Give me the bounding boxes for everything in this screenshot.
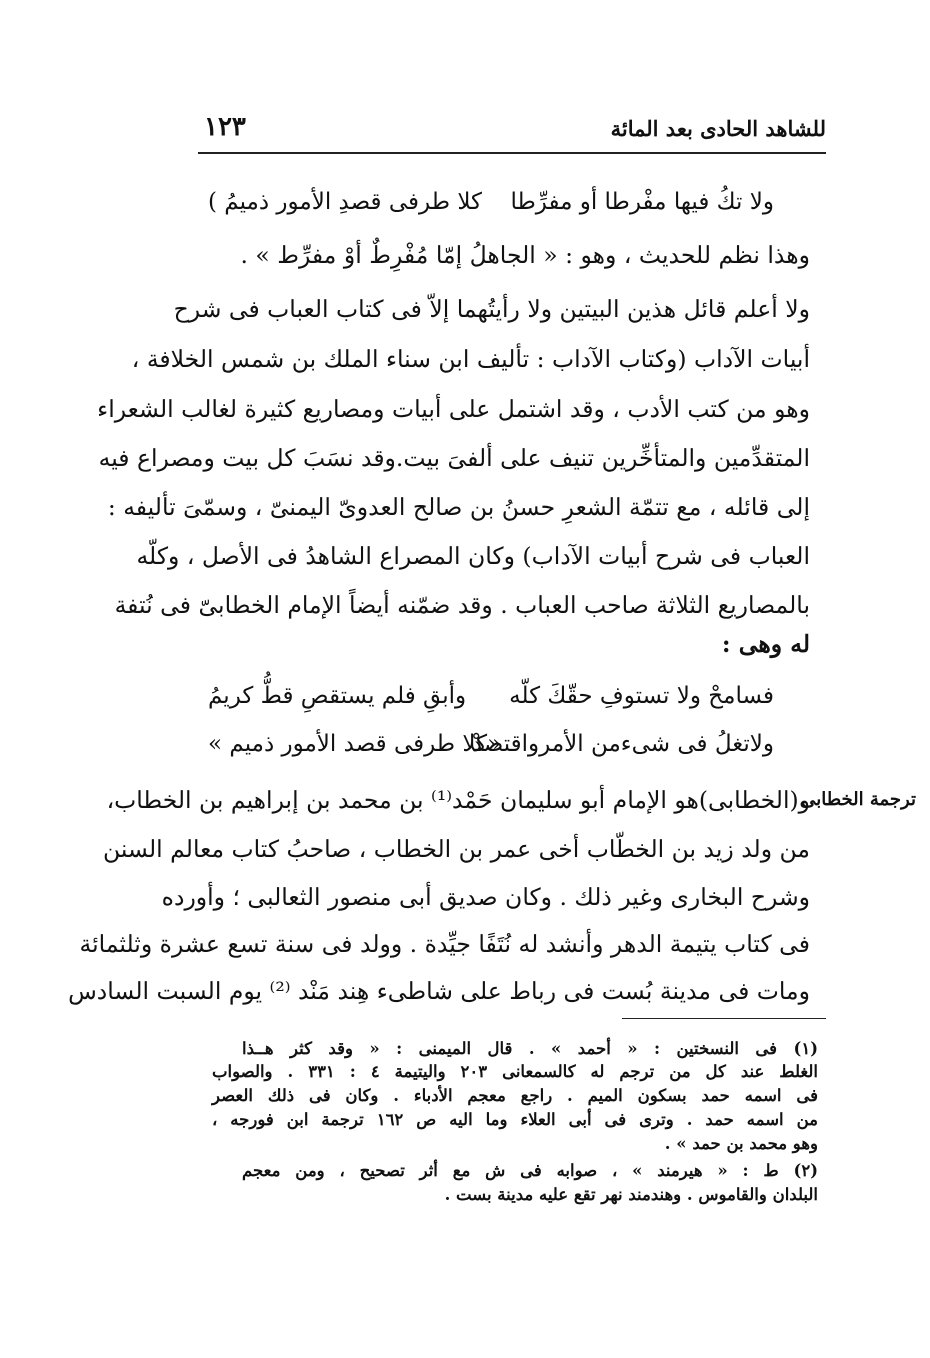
hemistich-first: فسامحْ ولا تستوفِ حقّكَ كلّه [509, 683, 774, 709]
text-line: العباب فى شرح أبيات الآداب) وكان المصراع الشاهدُ فى الأصل ، وكلّه [136, 542, 810, 570]
hemistich-first: ولا تكُ فيها مفْرطا أو مفرِّطا [510, 189, 774, 215]
text-line: وهو من كتب الأدب ، وقد اشتمل على أبيات ومصاريع كثيرة لغالب الشعراء [97, 395, 810, 423]
text-line: من ولد زيد بن الخطّاب أخى عمر بن الخطاب ، صاحبُ كتاب معالم السنن [103, 835, 810, 863]
hemistich-second: كلا طرفى قصدِ الأمور ذميمُ ) [208, 189, 483, 215]
hemistich-second: «كلا طرفى قصد الأمور ذميم » [208, 731, 502, 757]
text-line: إلى قائله ، مع تتمّة الشعرِ حسنُ بن صالح العدوىّ اليمنىّ ، وسمّىَ تأليفه : [107, 493, 810, 521]
text-line: فى كتاب يتيمة الدهر وأنشد له نُتَفًا جيِّدة . وولد فى سنة تسع عشرة وثلثمائة [79, 930, 810, 958]
text-line: وشرح البخارى وغير ذلك . وكان صديق أبى منصور الثعالبى ؛ وأورده [161, 883, 810, 911]
footnote-rule [622, 1018, 826, 1019]
text-line: بالمصاريع الثلاثة صاحب العباب . وقد ضمّنه أيضاً الإمام الخطابىّ فى نُتفة [114, 591, 810, 619]
text-line: و(الخطابى)هو الإمام أبو سليمان حَمْد⁽¹⁾ بن محمد بن إبراهيم بن الخطاب، [106, 786, 810, 814]
hemistich-second: وأبقِ فلم يستقصِ قطُّ كريمُ [208, 683, 467, 709]
footnote-line: من اسمه حمد . وترى فى أبى العلاء وما اليه ص ١٦٢ ترجمة ابن فورجه ، [212, 1110, 818, 1129]
text-line: المتقدِّمين والمتأخِّرين تنيف على ألفىَ بيت.وقد نسَبَ كل بيت ومصراع فيه [98, 444, 810, 472]
page-header [200, 112, 826, 152]
footnote-line: فى اسمه حمد بسكون الميم . راجع معجم الأدباء . وكان فى ذلك العصر [212, 1086, 818, 1105]
text-line: أبيات الآداب (وكتاب الآداب : تأليف ابن سناء الملك بن شمس الخلافة ، [131, 345, 810, 373]
text-line: ومات فى مدينة بُست فى رباط على شاطىء هِند مَنْد ⁽²⁾ يوم السبت السادس [68, 977, 810, 1005]
text-line: له وهى : [721, 630, 810, 658]
footnote-line: (١) فى النسختين : « أحمد » . قال الميمنى : « وقد كثر هــذا [242, 1039, 818, 1058]
footnote-line: وهو محمد بن حمد » . [664, 1134, 818, 1153]
footnote-line: البلدان والقاموس . وهندمند نهر تقع عليه مدينة بست . [444, 1185, 818, 1204]
verse-line [208, 186, 774, 220]
hemistich-first: ولاتغلُ فى شىءمن الأمرواقتصدْ [471, 731, 774, 757]
text-line: وهذا نظم للحديث ، وهو : « الجاهلُ إمّا مُفْرِطٌ أوْ مفرِّط » . [240, 241, 810, 269]
page-number: ١٢٣ [204, 112, 246, 142]
margin-note: ترجمة الخطابى [801, 789, 916, 810]
verse-line [208, 728, 774, 762]
footnote-line: الغلط عند كل من ترجم له كالسمعانى ٢٠٣ واليتيمة ٤ : ٣٣١ . والصواب [212, 1062, 818, 1081]
running-title: للشاهد الحادى بعد المائة [610, 116, 826, 141]
header-rule [198, 152, 826, 154]
text-line: ولا أعلم قائل هذين البيتين ولا رأيتُهما إلاّ فى كتاب العباب فى شرح [173, 295, 810, 323]
footnote-line: (٢) ط : « هيرمند » ، صوابه فى ش مع أثر تصحيح ، ومن معجم [242, 1161, 818, 1180]
verse-line [208, 680, 774, 714]
